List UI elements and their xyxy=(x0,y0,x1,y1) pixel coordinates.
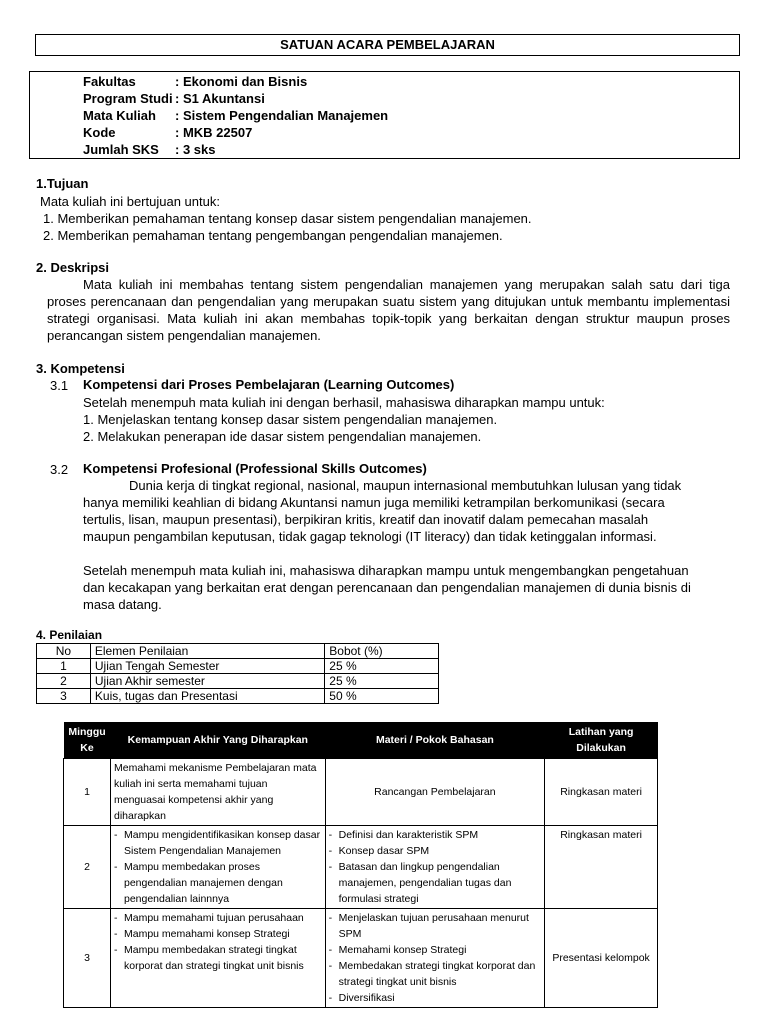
kompetensi-3-2-paragraph: Setelah menempuh mata kuliah ini, mahasiswa diharapkan mampu untuk mengembangkan pengetahuan dan kecakapan yang berkaitan erat dengan perencanaan dan pengendalian manajemen di dunia bisnis di masa datang. xyxy=(83,563,691,612)
table-cell: 50 % xyxy=(325,689,439,704)
latihan-cell: Ringkasan materi xyxy=(545,826,658,909)
list-item: - Memahami konsep Strategi xyxy=(329,942,542,958)
kompetensi-3-1-item: 2. Melakukan penerapan ide dasar sistem pengendalian manajemen. xyxy=(83,429,482,444)
list-item: - Mampu memahami konsep Strategi xyxy=(114,926,322,942)
list-item: - Konsep dasar SPM xyxy=(329,843,542,859)
materi-cell xyxy=(325,909,545,1008)
kemampuan-cell xyxy=(110,826,325,909)
table-cell: Ujian Akhir semester xyxy=(90,674,324,689)
column-header: Materi / Pokok Bahasan xyxy=(325,722,545,759)
info-kode: Kode : MKB 22507 xyxy=(83,125,253,140)
table-row xyxy=(64,826,658,909)
column-header: Minggu Ke xyxy=(64,722,111,759)
kompetensi-3-1-intro: Setelah menempuh mata kuliah ini dengan berhasil, mahasiswa diharapkan mampu untuk: xyxy=(83,395,605,410)
info-mata-kuliah: Mata Kuliah : Sistem Pengendalian Manajemen xyxy=(83,108,389,123)
list-item: - Diversifikasi xyxy=(329,990,542,1006)
column-header: Elemen Penilaian xyxy=(90,644,324,659)
course-info-box xyxy=(29,71,740,159)
kompetensi-3-2-paragraph: Dunia kerja di tingkat regional, nasional, maupun internasional membutuhkan lulusan yang tidak hanya memiliki keahlian di bidang Akuntansi namun juga memiliki ketrampilan berkomunikasi (secara tertulis, lisan, maupun presentasi), berpikiran kritis, kreatif dan inovatif dalam pemecahan masalah maupun pengambilan keputusan, tidak gagap teknologi (IT literacy) dan tidak ketinggalan informasi. xyxy=(83,478,682,544)
page-title: SATUAN ACARA PEMBELAJARAN xyxy=(35,34,740,56)
kemampuan-cell xyxy=(110,909,325,1008)
table-header-row xyxy=(37,644,439,659)
column-header: Latihan yang Dilakukan xyxy=(545,722,658,759)
list-item: - Menjelaskan tujuan perusahaan menurut SPM xyxy=(329,910,542,942)
week-cell: 3 xyxy=(64,909,111,1008)
kompetensi-heading: 3. Kompetensi xyxy=(36,361,125,376)
materi-cell: Rancangan Pembelajaran xyxy=(325,759,545,826)
week-cell: 1 xyxy=(64,759,111,826)
info-program-studi: Program Studi : S1 Akuntansi xyxy=(83,91,265,106)
deskripsi-heading: 2. Deskripsi xyxy=(36,260,109,275)
list-item: - Batasan dan lingkup pengendalian manajemen, pengendalian tugas dan formulasi strategi xyxy=(329,859,542,907)
table-row xyxy=(37,659,439,674)
table-header-row xyxy=(64,722,658,759)
table-row xyxy=(37,674,439,689)
column-header: Kemampuan Akhir Yang Diharapkan xyxy=(110,722,325,759)
tujuan-item: 1. Memberikan pemahaman tentang konsep dasar sistem pengendalian manajemen. xyxy=(43,211,532,226)
kompetensi-3-1-title: Kompetensi dari Proses Pembelajaran (Learning Outcomes) xyxy=(83,377,455,392)
column-header: Bobot (%) xyxy=(325,644,439,659)
list-item: - Definisi dan karakteristik SPM xyxy=(329,827,542,843)
penilaian-heading: 4. Penilaian xyxy=(36,628,103,642)
kompetensi-3-2-number: 3.2 xyxy=(50,462,69,477)
schedule-table xyxy=(63,722,658,1008)
list-item: - Membedakan strategi tingkat korporat dan strategi tingkat unit bisnis xyxy=(329,958,542,990)
week-cell: 2 xyxy=(64,826,111,909)
table-cell: Ujian Tengah Semester xyxy=(90,659,324,674)
table-cell: 1 xyxy=(37,659,91,674)
table-row xyxy=(37,689,439,704)
tujuan-item: 2. Memberikan pemahaman tentang pengembangan pengendalian manajemen. xyxy=(43,228,503,243)
list-item: - Mampu mengidentifikasikan konsep dasar Sistem Pengendalian Manajemen xyxy=(114,827,322,859)
tujuan-intro: Mata kuliah ini bertujuan untuk: xyxy=(40,194,220,209)
list-item: - Mampu membedakan proses pengendalian manajemen dengan pengendalian lainnnya xyxy=(114,859,322,907)
latihan-cell: Presentasi kelompok xyxy=(545,909,658,1008)
table-row xyxy=(64,909,658,1008)
table-cell: 3 xyxy=(37,689,91,704)
table-cell: 25 % xyxy=(325,674,439,689)
table-cell: 25 % xyxy=(325,659,439,674)
list-item: - Mampu memahami tujuan perusahaan xyxy=(114,910,322,926)
column-header: No xyxy=(37,644,91,659)
penilaian-table xyxy=(36,643,439,704)
info-fakultas: Fakultas : Ekonomi dan Bisnis xyxy=(83,74,308,89)
kemampuan-cell: Memahami mekanisme Pembelajaran mata kuliah ini serta memahami tujuan menguasai kompetensi akhir yang diharapkan xyxy=(110,759,325,826)
kompetensi-3-1-number: 3.1 xyxy=(50,378,69,393)
latihan-cell: Ringkasan materi xyxy=(545,759,658,826)
table-row xyxy=(64,759,658,826)
tujuan-heading: 1.Tujuan xyxy=(36,176,89,191)
deskripsi-text: Mata kuliah ini membahas tentang sistem pengendalian manajemen yang merupakan salah satu dari tiga proses perencanaan dan pengendalian yang merupakan suatu sistem yang ditujukan untuk membantu implementasi strategi organisasi. Mata kuliah ini akan membahas topik-topik yang berkaitan dengan struktur maupun proses perancangan sistem pengendalian manajemen. xyxy=(47,277,730,343)
table-cell: 2 xyxy=(37,674,91,689)
materi-cell xyxy=(325,826,545,909)
kompetensi-3-2-title: Kompetensi Profesional (Professional Skills Outcomes) xyxy=(83,461,427,476)
table-cell: Kuis, tugas dan Presentasi xyxy=(90,689,324,704)
info-jumlah-sks: Jumlah SKS : 3 sks xyxy=(83,142,216,157)
list-item: - Mampu membedakan strategi tingkat korporat dan strategi tingkat unit bisnis xyxy=(114,942,322,974)
kompetensi-3-1-item: 1. Menjelaskan tentang konsep dasar sistem pengendalian manajemen. xyxy=(83,412,498,427)
